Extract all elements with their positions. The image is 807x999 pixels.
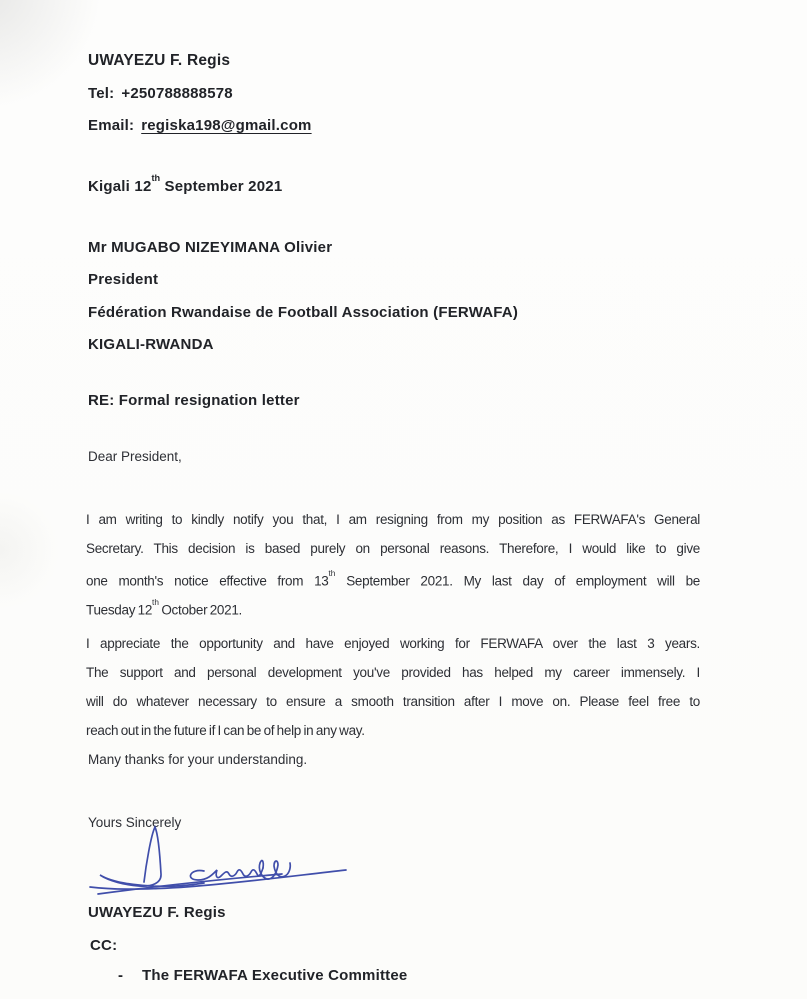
subject-line: RE: Formal resignation letter <box>88 392 300 409</box>
text-segment: Secretary. This decision is based purely on personal reasons. Therefore, I would like to give <box>86 541 700 556</box>
tel-value: +250788888578 <box>121 85 233 102</box>
recipient-name: Mr MUGABO NIZEYIMANA Olivier <box>88 239 333 256</box>
sender-name: UWAYEZU F. Regis <box>88 52 231 69</box>
recipient-org: Fédération Rwandaise de Football Association (FERWAFA) <box>88 304 519 321</box>
text-segment: one month's notice effective from 13 <box>86 573 329 589</box>
recipient-city: KIGALI-RWANDA <box>88 336 214 353</box>
body-line <box>86 563 700 592</box>
cc-label: CC: <box>90 937 118 954</box>
text-segment: The support and personal development you've provided has helped my career immensely. I <box>86 665 700 680</box>
sender-tel-line <box>88 84 233 104</box>
date-ordinal: th <box>151 172 161 183</box>
text-segment: Tuesday 12 <box>86 602 153 618</box>
body-paragraph-1 <box>86 505 700 621</box>
tel-label: Tel: <box>88 85 115 102</box>
email-label: Email: <box>88 117 135 134</box>
cc-dash: - <box>118 967 123 984</box>
signature-name: UWAYEZU F. Regis <box>88 904 226 921</box>
body-line <box>86 716 700 745</box>
body-line <box>86 658 700 687</box>
text-segment: I appreciate the opportunity and have enjoyed working for FERWAFA over the last 3 years. <box>86 636 700 651</box>
body-line <box>86 629 700 658</box>
text-segment: will do whatever necessary to ensure a smooth transition after I move on. Please feel free to <box>86 694 700 709</box>
cc-item <box>118 966 407 986</box>
thanks-line: Many thanks for your understanding. <box>88 752 308 767</box>
closing-line: Yours Sincerely <box>88 815 182 830</box>
handwritten-signature <box>84 823 364 901</box>
email-address: regiska198@gmail.com <box>141 117 312 134</box>
body-line <box>86 687 700 716</box>
ordinal-superscript: th <box>152 598 159 608</box>
text-segment: I am writing to kindly notify you that, I am resigning from my position as FERWAFA's General <box>86 512 700 527</box>
salutation: Dear President, <box>88 449 182 464</box>
text-segment: October 2021. <box>158 602 243 618</box>
body-paragraph-2 <box>86 629 700 745</box>
body-line <box>86 534 700 563</box>
date-pre: Kigali 12 <box>88 178 152 195</box>
body-line <box>86 505 700 534</box>
sender-email-line <box>88 116 312 136</box>
recipient-title: President <box>88 271 159 288</box>
body-line <box>86 592 700 621</box>
ordinal-superscript: th <box>328 569 336 579</box>
text-segment: September 2021. My last day of employment will be <box>335 573 700 589</box>
date-line <box>88 172 282 197</box>
text-segment: reach out in the future if I can be of help in any way. <box>86 723 365 738</box>
date-post: September 2021 <box>160 178 283 195</box>
cc-text: The FERWAFA Executive Committee <box>142 967 408 984</box>
